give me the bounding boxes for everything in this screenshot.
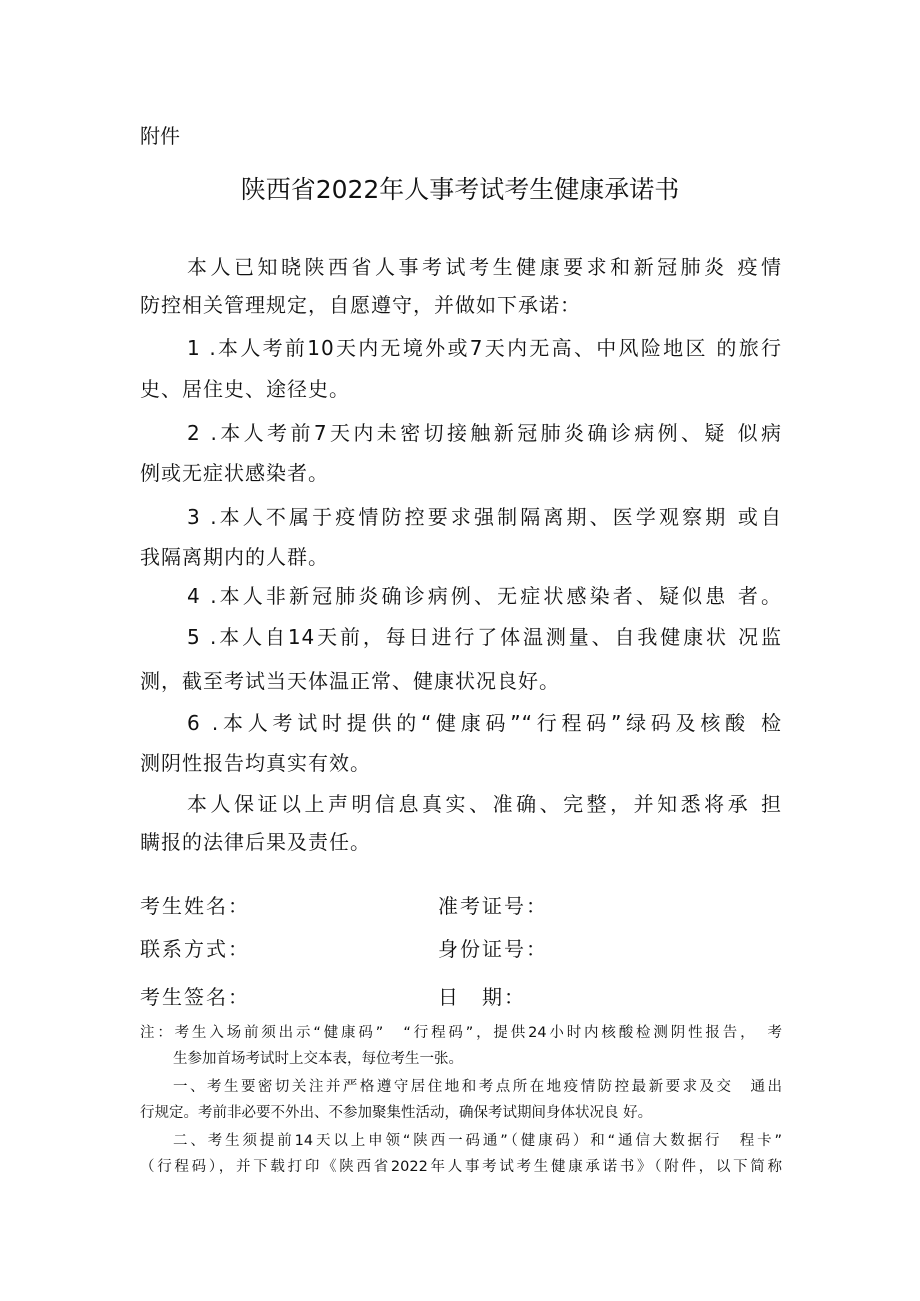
note-line: （行程码），并下载打印《陕西省2022年人事考试考生健康承诺书》（附件，以下简称 bbox=[140, 1159, 782, 1175]
id-field-label: 身份证号： bbox=[438, 937, 548, 961]
body-line: 瞒报的法律后果及责任。 bbox=[140, 830, 371, 854]
document-title: 陕西省2022年人事考试考生健康承诺书 bbox=[240, 175, 680, 204]
body-line: 史、居住史、途径史。 bbox=[140, 377, 350, 401]
body-line: 4 .本人非新冠肺炎确诊病例、无症状感染者、疑似患 者。 bbox=[187, 584, 782, 608]
body-line: 我隔离期内的人群。 bbox=[140, 545, 329, 569]
body-line: 测，截至考试当天体温正常、健康状况良好。 bbox=[140, 669, 560, 693]
body-line: 6 .本人考试时提供的“健康码”“行程码”绿码及核酸 检 bbox=[187, 711, 782, 735]
body-line: 防控相关管理规定，自愿遵守，并做如下承诺： bbox=[140, 293, 581, 317]
signature-field-label: 考生签名： bbox=[140, 985, 250, 1009]
name-field-label: 考生姓名： bbox=[140, 894, 250, 918]
body-line: 本人保证以上声明信息真实、准确、完整，并知悉将承 担 bbox=[187, 792, 782, 816]
body-line: 本人已知晓陕西省人事考试考生健康要求和新冠肺炎 疫情 bbox=[187, 255, 782, 279]
date-field-label: 日 期： bbox=[438, 985, 526, 1009]
note-line: 一、考生要密切关注并严格遵守居住地和考点所在地疫情防控最新要求及交 通出 bbox=[173, 1079, 782, 1095]
note-line: 行规定。考前非必要不外出、不参加聚集性活动，确保考试期间身体状况良 好。 bbox=[140, 1105, 653, 1121]
body-line: 测阴性报告均真实有效。 bbox=[140, 751, 371, 775]
note-line: 生参加首场考试时上交本表，每位考生一张。 bbox=[173, 1051, 463, 1067]
note-line: 注：考生入场前须出示“健康码” “行程码”，提供24小时内核酸检测阴性报告， 考 bbox=[140, 1025, 782, 1041]
body-line: 1 .本人考前10天内无境外或7天内无高、中风险地区 的旅行 bbox=[187, 336, 782, 360]
ticket-field-label: 准考证号： bbox=[438, 894, 548, 918]
contact-field-label: 联系方式： bbox=[140, 937, 250, 961]
attachment-label: 附件 bbox=[140, 124, 180, 148]
note-line: 二、考生须提前14天以上申领“陕西一码通”（健康码）和“通信大数据行 程卡” bbox=[173, 1133, 782, 1149]
body-line: 2 .本人考前7天内未密切接触新冠肺炎确诊病例、疑 似病 bbox=[187, 421, 782, 445]
body-line: 5 .本人自14天前，每日进行了体温测量、自我健康状 况监 bbox=[187, 625, 782, 649]
body-line: 3 .本人不属于疫情防控要求强制隔离期、医学观察期 或自 bbox=[187, 505, 782, 529]
body-line: 例或无症状感染者。 bbox=[140, 461, 329, 485]
